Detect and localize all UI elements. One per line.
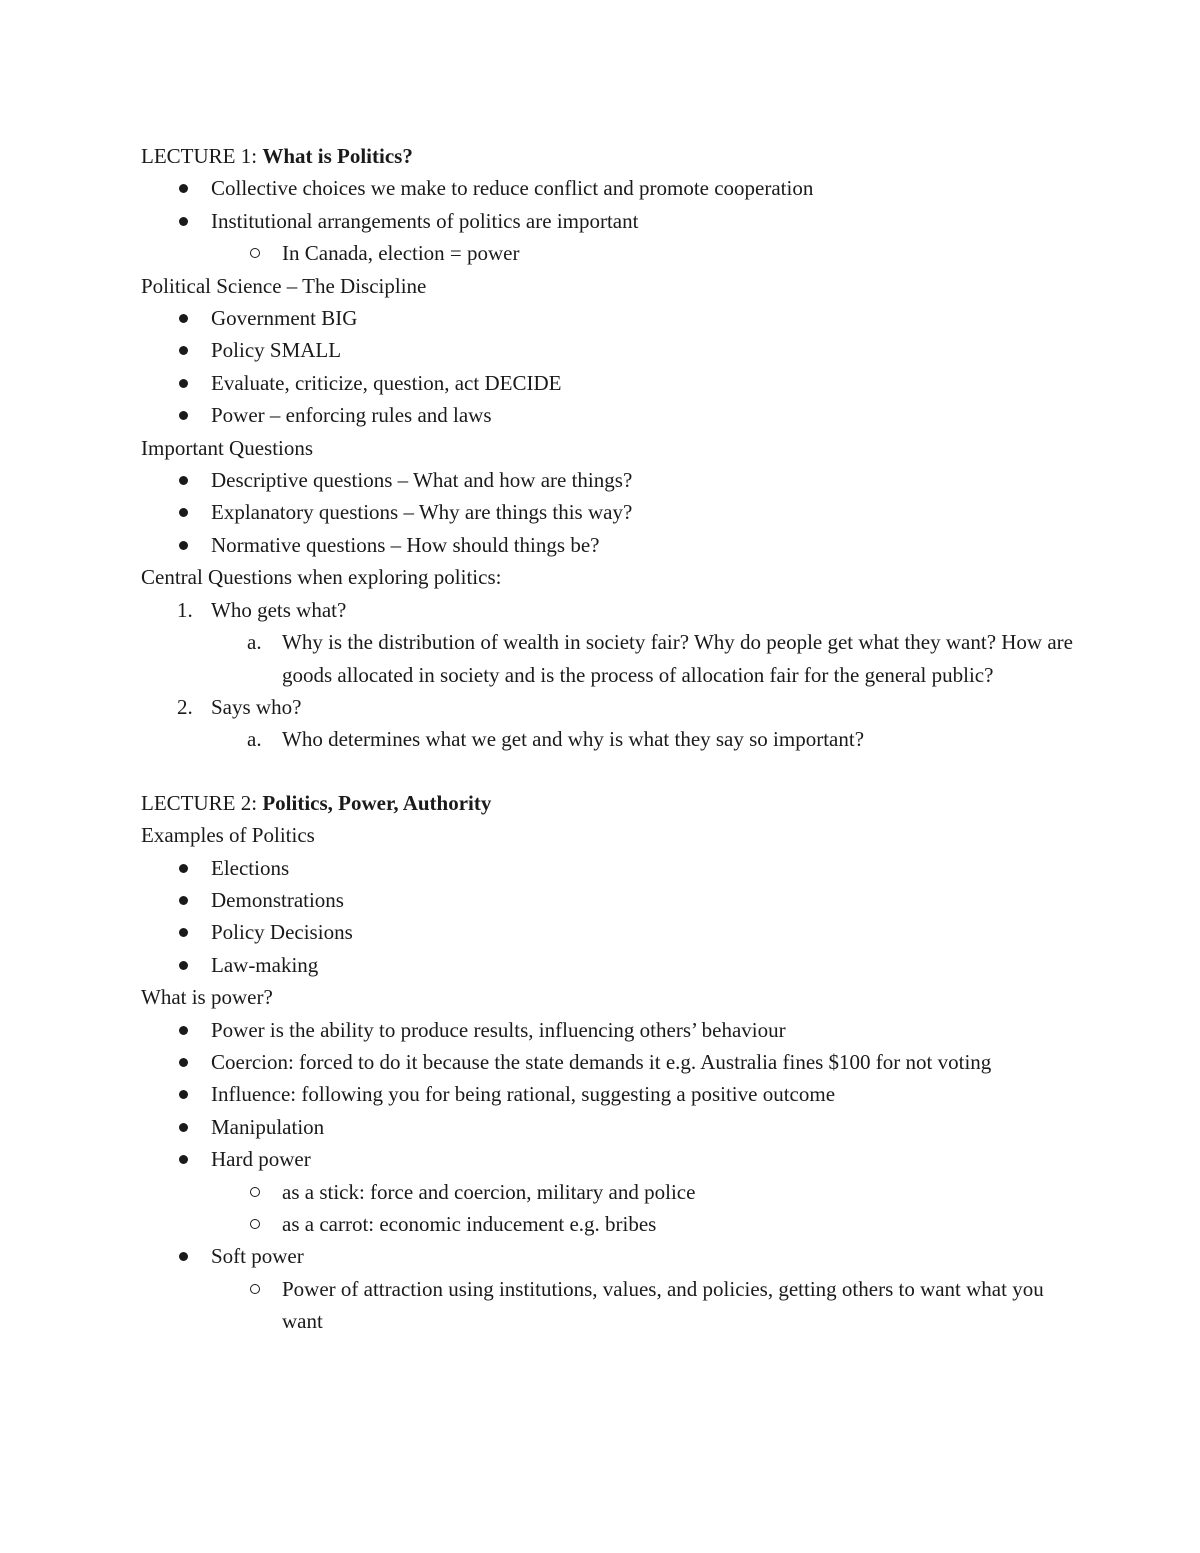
list-item-text: Elections [211, 855, 290, 880]
numbered-item [141, 594, 1081, 626]
list-item [141, 367, 1081, 399]
list-item-text: Policy SMALL [211, 338, 342, 363]
list-item-text: Evaluate, criticize, question, act DECIDE [211, 370, 562, 395]
list-item-text: Collective choices we make to reduce conflict and promote cooperation [211, 176, 814, 201]
central-questions-list [141, 594, 1081, 756]
important-questions-heading: Important Questions [141, 435, 314, 460]
bullet-dot-icon [179, 217, 188, 226]
item-number: 2. [177, 694, 193, 719]
list-item [141, 884, 1081, 916]
bullet-dot-icon [179, 508, 188, 517]
sub-list-item-text: In Canada, election = power [282, 241, 520, 266]
bullet-ring-icon [250, 248, 260, 258]
document-content [141, 140, 1081, 1338]
examples-bullets [141, 852, 1081, 982]
lecture-1-title: What is Politics? [262, 144, 413, 168]
list-item [141, 1240, 1081, 1272]
list-item [141, 852, 1081, 884]
list-item [141, 1046, 1081, 1078]
item-number: 1. [177, 597, 193, 622]
sub-list-item-text: as a stick: force and coercion, military and police [282, 1179, 696, 1204]
central-questions-heading: Central Questions when exploring politics: [141, 565, 502, 590]
list-item [141, 949, 1081, 981]
list-item-text: Normative questions – How should things be? [211, 532, 600, 557]
bullet-dot-icon [179, 314, 188, 323]
list-item-text: Government BIG [211, 306, 358, 331]
list-item [141, 399, 1081, 431]
bullet-dot-icon [179, 1123, 188, 1132]
list-item-text: Policy Decisions [211, 920, 353, 945]
bullet-dot-icon [179, 541, 188, 550]
list-item-text: Power – enforcing rules and laws [211, 403, 492, 428]
bullet-dot-icon [179, 184, 188, 193]
list-item-text: Manipulation [211, 1114, 325, 1139]
list-item [141, 464, 1081, 496]
list-item [141, 172, 1081, 204]
numbered-item [141, 691, 1081, 723]
lecture-1-heading [141, 140, 1081, 172]
sub-list-item-text: as a carrot: economic inducement e.g. bribes [282, 1212, 657, 1236]
lecture-2-heading [141, 787, 1081, 819]
bullet-dot-icon [179, 1058, 188, 1067]
bullet-dot-icon [179, 346, 188, 355]
list-item [141, 334, 1081, 366]
list-item-text: Coercion: forced to do it because the state demands it e.g. Australia fines $100 for not voting [211, 1049, 992, 1074]
sub-list-item [141, 1273, 1081, 1338]
bullet-ring-icon [250, 1187, 260, 1197]
list-item-text: Soft power [211, 1244, 304, 1269]
list-item-text: Descriptive questions – What and how are things? [211, 468, 633, 493]
bullet-dot-icon [179, 476, 188, 485]
list-item-text: Demonstrations [211, 887, 344, 912]
bullet-dot-icon [179, 961, 188, 970]
bullet-dot-icon [179, 379, 188, 388]
list-item [141, 496, 1081, 528]
lecture-2-title: Politics, Power, Authority [262, 790, 492, 815]
list-item [141, 916, 1081, 948]
bullet-dot-icon [179, 411, 188, 420]
list-item [141, 1111, 1081, 1143]
power-bullets [141, 1014, 1081, 1338]
list-item [141, 302, 1081, 334]
numbered-item-text: Who gets what? [211, 597, 347, 622]
sub-list-item [141, 237, 1081, 269]
list-item-text: Influence: following you for being rational, suggesting a positive outcome [211, 1082, 836, 1107]
section-gap [141, 756, 1081, 787]
item-letter: a. [247, 630, 262, 655]
lecture-2-prefix: LECTURE 2: [141, 790, 263, 815]
sub-list-item-text: Power of attraction using institutions, values, and policies, getting others to want what you want [282, 1276, 1044, 1334]
item-letter: a. [247, 727, 262, 752]
bullet-ring-icon [250, 1284, 260, 1294]
list-item-text: Institutional arrangements of politics are important [211, 208, 639, 233]
important-questions-bullets [141, 464, 1081, 561]
bullet-dot-icon [179, 928, 188, 937]
lecture-1-bullets [141, 172, 1081, 269]
list-item [141, 529, 1081, 561]
bullet-dot-icon [179, 1252, 188, 1261]
bullet-dot-icon [179, 896, 188, 905]
list-item-text: Power is the ability to produce results, influencing others’ behaviour [211, 1017, 786, 1042]
examples-heading: Examples of Politics [141, 823, 315, 848]
numbered-item-text: Says who? [211, 694, 302, 719]
lettered-item-text: Who determines what we get and why is what they say so important? [282, 727, 865, 752]
list-item [141, 1078, 1081, 1110]
bullet-dot-icon [179, 1090, 188, 1099]
list-item [141, 1143, 1081, 1175]
list-item-text: Explanatory questions – Why are things this way? [211, 500, 633, 525]
bullet-dot-icon [179, 1155, 188, 1164]
sub-list-item [141, 1208, 1081, 1240]
list-item [141, 1014, 1081, 1046]
lettered-item [141, 723, 1081, 755]
discipline-bullets [141, 302, 1081, 432]
lettered-item [141, 626, 1081, 691]
bullet-ring-icon [250, 1219, 260, 1229]
bullet-dot-icon [179, 864, 188, 873]
list-item [141, 205, 1081, 237]
list-item-text: Law-making [211, 952, 319, 977]
discipline-heading: Political Science – The Discipline [141, 273, 427, 298]
power-heading: What is power? [141, 985, 273, 1010]
sub-list-item [141, 1176, 1081, 1208]
bullet-dot-icon [179, 1026, 188, 1035]
lecture-1-prefix: LECTURE 1: [141, 144, 263, 168]
lettered-item-text: Why is the distribution of wealth in society fair? Why do people get what they want? How are goods allocated in society and is the process of allocation fair for the general public? [282, 630, 1073, 687]
list-item-text: Hard power [211, 1147, 311, 1172]
